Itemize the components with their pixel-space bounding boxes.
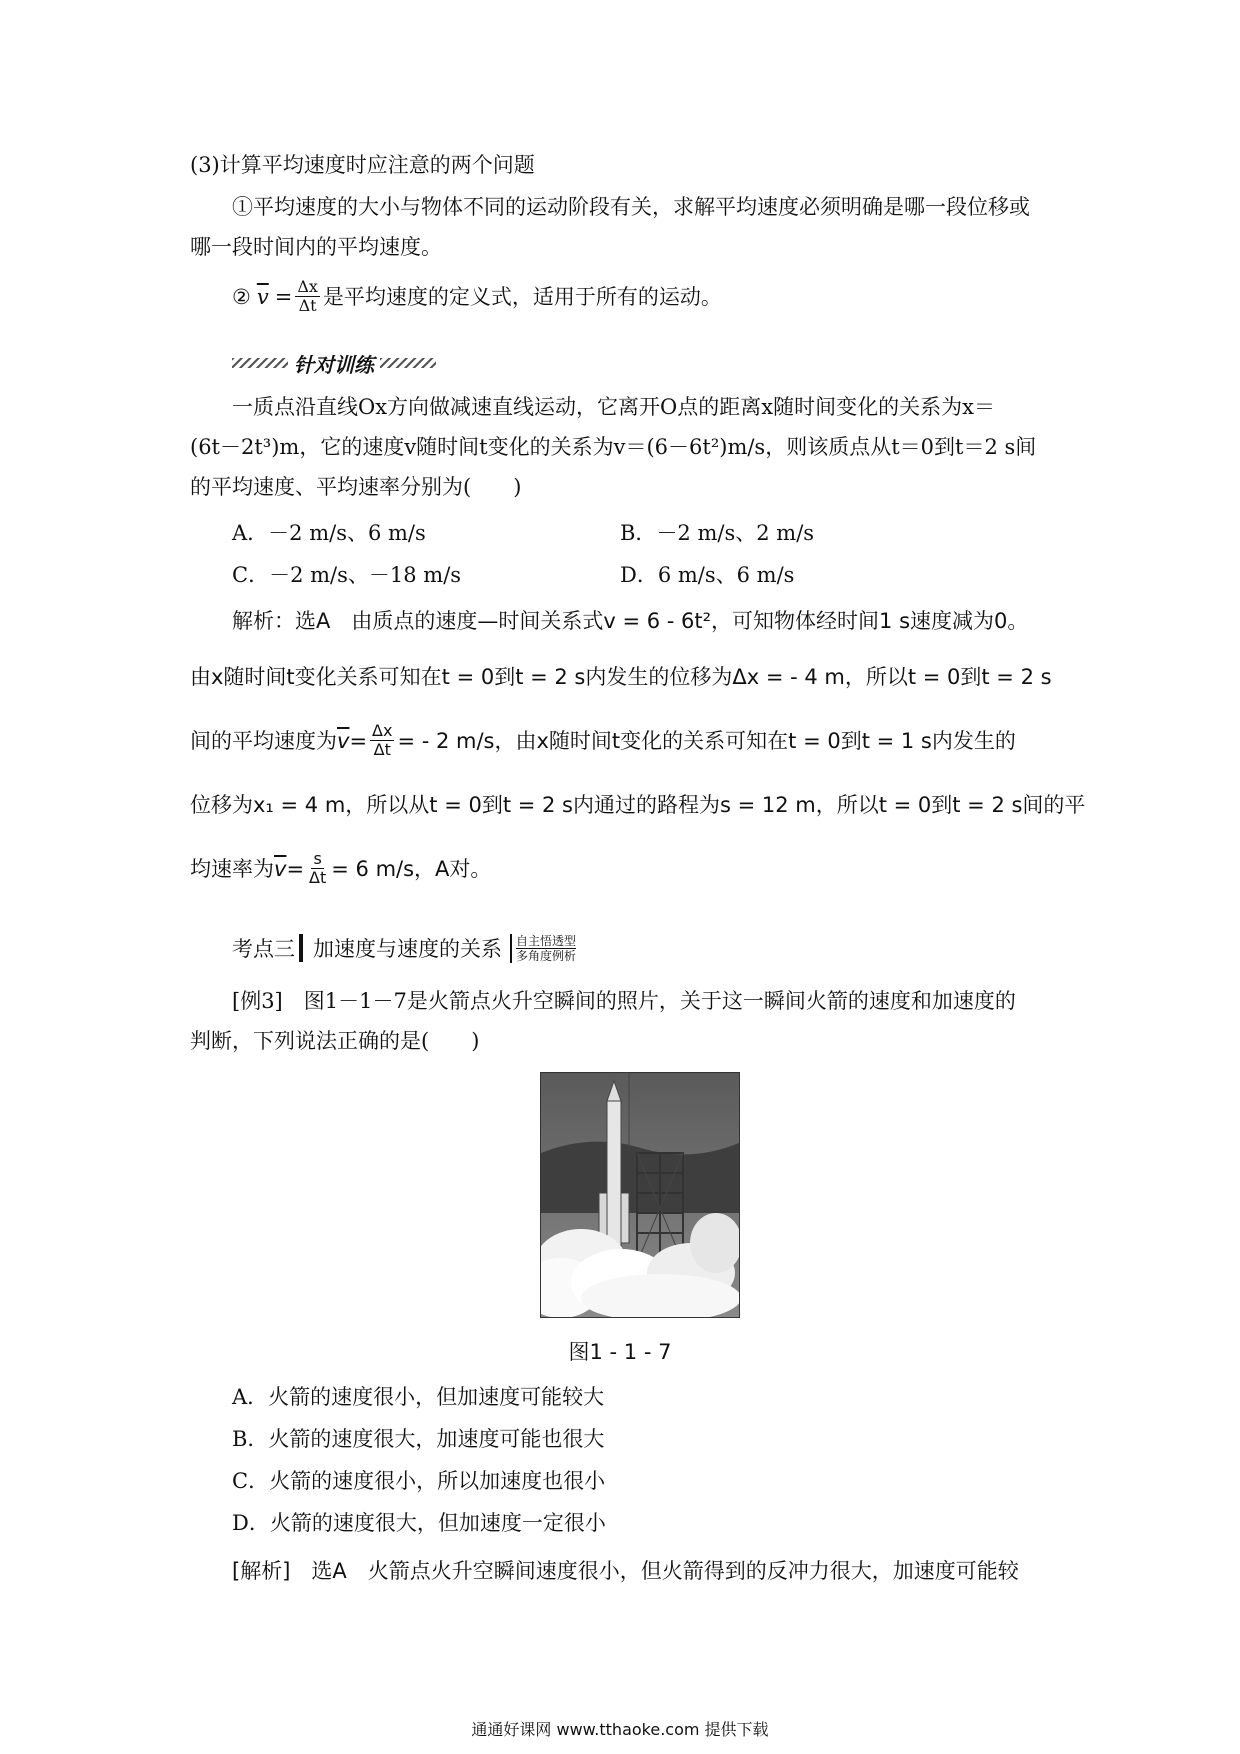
analysis-line3-text-a: 间的平均速度为 — [190, 728, 337, 753]
note2-suffix: 是平均速度的定义式，适用于所有的运动。 — [322, 284, 722, 309]
training-title-text: 针对训练 — [294, 352, 374, 377]
figure-caption: 图1 - 1 - 7 — [568, 1340, 672, 1364]
analysis-line3 — [190, 722, 1050, 759]
note2-numerator: Δx — [297, 277, 318, 296]
example-choice-b: B．火箭的速度很大，加速度可能也很大 — [232, 1427, 605, 1451]
hatch-left-icon — [232, 358, 288, 368]
page-footer: 通通好课网 www.tthaoke.com 提供下载 — [471, 1720, 769, 1739]
avg-speed-symbol: $\overline{v}$ — [274, 856, 287, 881]
example-choice-d: D．火箭的速度很大，但加速度一定很小 — [232, 1511, 606, 1535]
analysis-line1: 解析：选A 由质点的速度—时间关系式v = 6 - 6t²，可知物体经时间1 s速度减为0。 — [232, 609, 1029, 633]
analysis-line3-equals: = — [349, 728, 368, 753]
note1-line1: ①平均速度的大小与物体不同的运动阶段有关，求解平均速度必须明确是哪一段位移或 — [232, 195, 1030, 219]
fraction-denominator: Δt — [309, 868, 327, 887]
section-tag-bottom: 多角度例析 — [516, 948, 577, 963]
rocket-photo-illustration — [541, 1073, 739, 1317]
choice-b: B．－2 m/s、2 m/s — [620, 521, 815, 545]
fraction-numerator: s — [313, 849, 322, 868]
hatch-right-icon — [380, 358, 436, 368]
note1-line2: 哪一段时间内的平均速度。 — [190, 235, 442, 259]
note2-prefix: ② — [232, 284, 251, 309]
note2-denominator: Δt — [298, 296, 317, 315]
section-title: 加速度与速度的关系 — [313, 937, 502, 961]
avg-velocity-symbol: $\overline{v}$ — [337, 728, 350, 753]
fraction-numerator: Δx — [372, 721, 393, 740]
section-tag — [510, 934, 576, 963]
example-analysis: [解析] 选A 火箭点火升空瞬间速度很小，但火箭得到的反冲力很大，加速度可能较 — [232, 1559, 1019, 1583]
note2-line — [232, 278, 1050, 315]
analysis-line3-text-b: = - 2 m/s，由x随时间t变化的关系可知在t = 0到t = 1 s内发生的 — [397, 728, 1016, 753]
choice-a: A．－2 m/s、6 m/s — [232, 521, 426, 545]
section-tag-top: 自主悟透型 — [516, 933, 577, 948]
note2-equals: = — [274, 284, 293, 309]
note2-fraction — [295, 278, 320, 315]
choices-row1 — [232, 518, 992, 548]
choice-c: C．－2 m/s、－18 m/s — [232, 563, 462, 587]
rocket-launch-photo — [540, 1072, 740, 1318]
analysis-line4: 位移为x₁ = 4 m，所以从t = 0到t = 2 s内通过的路程为s = 12 m，所以t = 0到t = 2 s间的平 — [190, 793, 1086, 817]
training-title — [232, 348, 436, 378]
section-label: 考点三 — [232, 937, 295, 961]
question-line3: 的平均速度、平均速率分别为( ) — [190, 475, 522, 499]
analysis-line3-fraction — [370, 722, 394, 759]
analysis-line5-equals: = — [286, 856, 305, 881]
analysis-line5-fraction — [307, 850, 328, 887]
analysis-line5-text-a: 均速率为 — [190, 856, 274, 881]
choice-d: D．6 m/s、6 m/s — [620, 563, 795, 587]
analysis-line5 — [190, 850, 1050, 887]
example-choice-a: A．火箭的速度很小，但加速度可能较大 — [232, 1385, 605, 1409]
fraction-denominator: Δt — [373, 740, 391, 759]
calc-notes-heading: (3)计算平均速度时应注意的两个问题 — [190, 153, 535, 177]
question-line1: 一质点沿直线Ox方向做减速直线运动，它离开O点的距离x随时间变化的关系为x＝ — [232, 395, 995, 419]
analysis-line5-text-b: = 6 m/s，A对。 — [331, 856, 492, 881]
section-divider — [299, 934, 303, 962]
question-line2: (6t－2t³)m，它的速度v随时间t变化的关系为v＝(6－6t²)m/s，则该质点从t＝0到t＝2 s间 — [190, 435, 1037, 459]
example-line1: [例3] 图1－1－7是火箭点火升空瞬间的照片，关于这一瞬间火箭的速度和加速度的 — [232, 989, 1016, 1013]
choices-row2 — [232, 560, 992, 590]
section-heading — [232, 928, 576, 968]
avg-velocity-symbol: $\overline{v}$ — [256, 284, 269, 309]
example-choice-c: C．火箭的速度很小，所以加速度也很小 — [232, 1469, 606, 1493]
example-line2: 判断，下列说法正确的是( ) — [190, 1029, 480, 1053]
analysis-line2: 由x随时间t变化关系可知在t = 0到t = 2 s内发生的位移为Δx = - 4 m，所以t = 0到t = 2 s — [190, 665, 1052, 689]
